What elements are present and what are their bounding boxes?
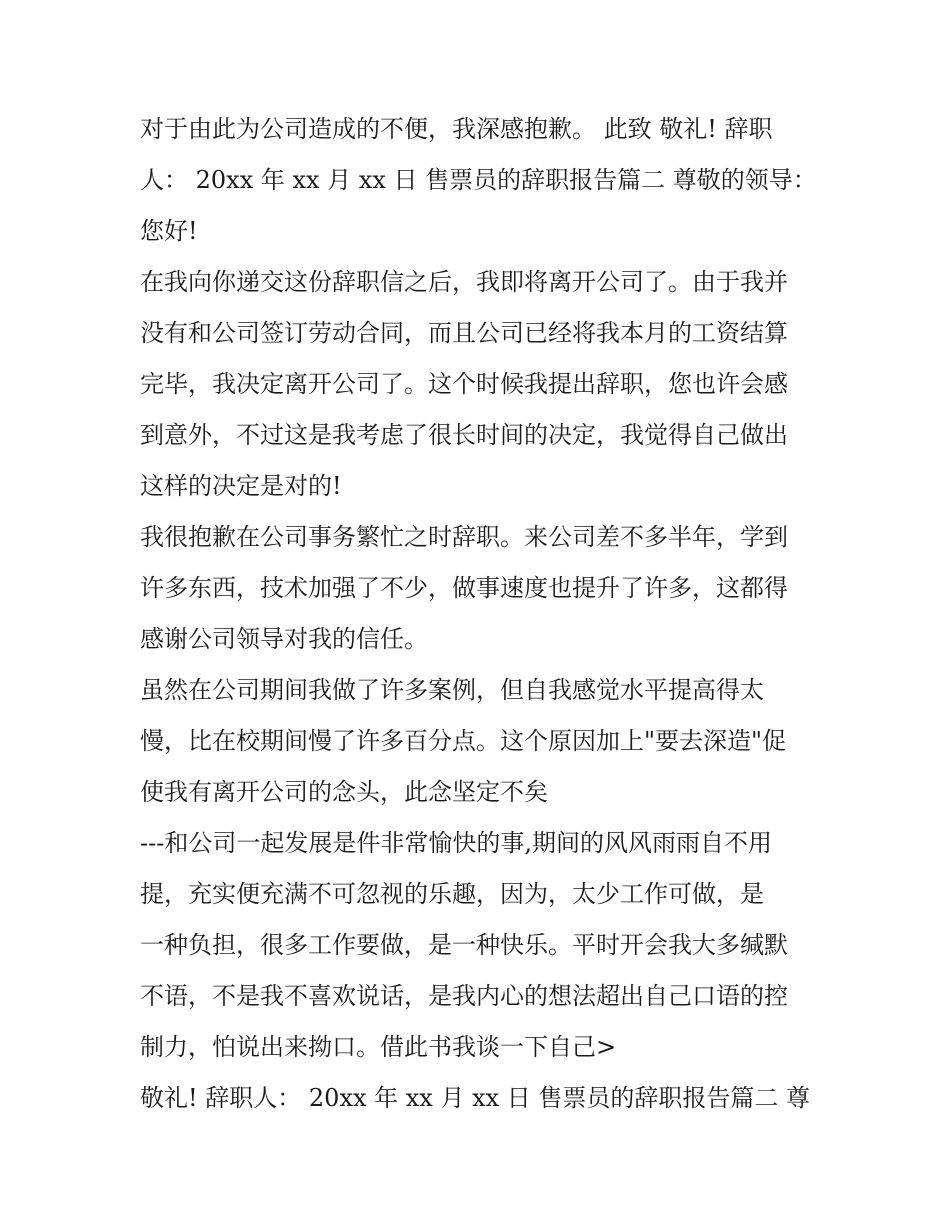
text-line: 这样的决定是对的! <box>140 472 342 500</box>
text-line: 提，充实便充满不可忽视的乐趣，因为，太少工作可做，是 <box>140 880 764 908</box>
text-line: 在我向你递交这份辞职信之后，我即将离开公司了。由于我并 <box>140 268 788 296</box>
text-line: 我很抱歉在公司事务繁忙之时辞职。来公司差不多半年，学到 <box>140 523 788 551</box>
text-line: 制力，怕说出来拗口。借此书我谈一下自己> <box>140 1033 617 1061</box>
text-line: 到意外，不过这是我考虑了很长时间的决定，我觉得自己做出 <box>140 421 788 449</box>
text-line: 慢，比在校期间慢了许多百分点。这个原因加上"要去深造"促 <box>140 727 787 755</box>
text-line: 一种负担，很多工作要做，是一种快乐。平时开会我大多缄默 <box>140 931 788 959</box>
text-line: 完毕，我决定离开公司了。这个时候我提出辞职，您也许会感 <box>140 370 788 398</box>
text-line: 对于由此为公司造成的不便，我深感抱歉。 此致 敬礼! 辞职 <box>140 115 773 143</box>
text-line: 虽然在公司期间我做了许多案例，但自我感觉水平提高得太 <box>140 676 764 704</box>
text-line: 许多东西，技术加强了不少，做事速度也提升了许多，这都得 <box>140 574 788 602</box>
text-line: 不语，不是我不喜欢说话，是我内心的想法超出自己口语的控 <box>140 982 788 1010</box>
text-line: 您好! <box>140 217 198 245</box>
text-line: 使我有离开公司的念头，此念坚定不矣 <box>140 778 548 806</box>
text-line: ---和公司一起发展是件非常愉快的事,期间的风风雨雨自不用 <box>140 829 772 857</box>
text-line: 感谢公司领导对我的信任。 <box>140 625 428 653</box>
text-line: 敬礼! 辞职人： 20xx 年 xx 月 xx 日 售票员的辞职报告篇二 尊 <box>140 1084 811 1112</box>
text-line: 没有和公司签订劳动合同，而且公司已经将我本月的工资结算 <box>140 319 788 347</box>
text-line: 人： 20xx 年 xx 月 xx 日 售票员的辞职报告篇二 尊敬的领导： <box>140 166 817 194</box>
document-body <box>140 104 820 1124</box>
